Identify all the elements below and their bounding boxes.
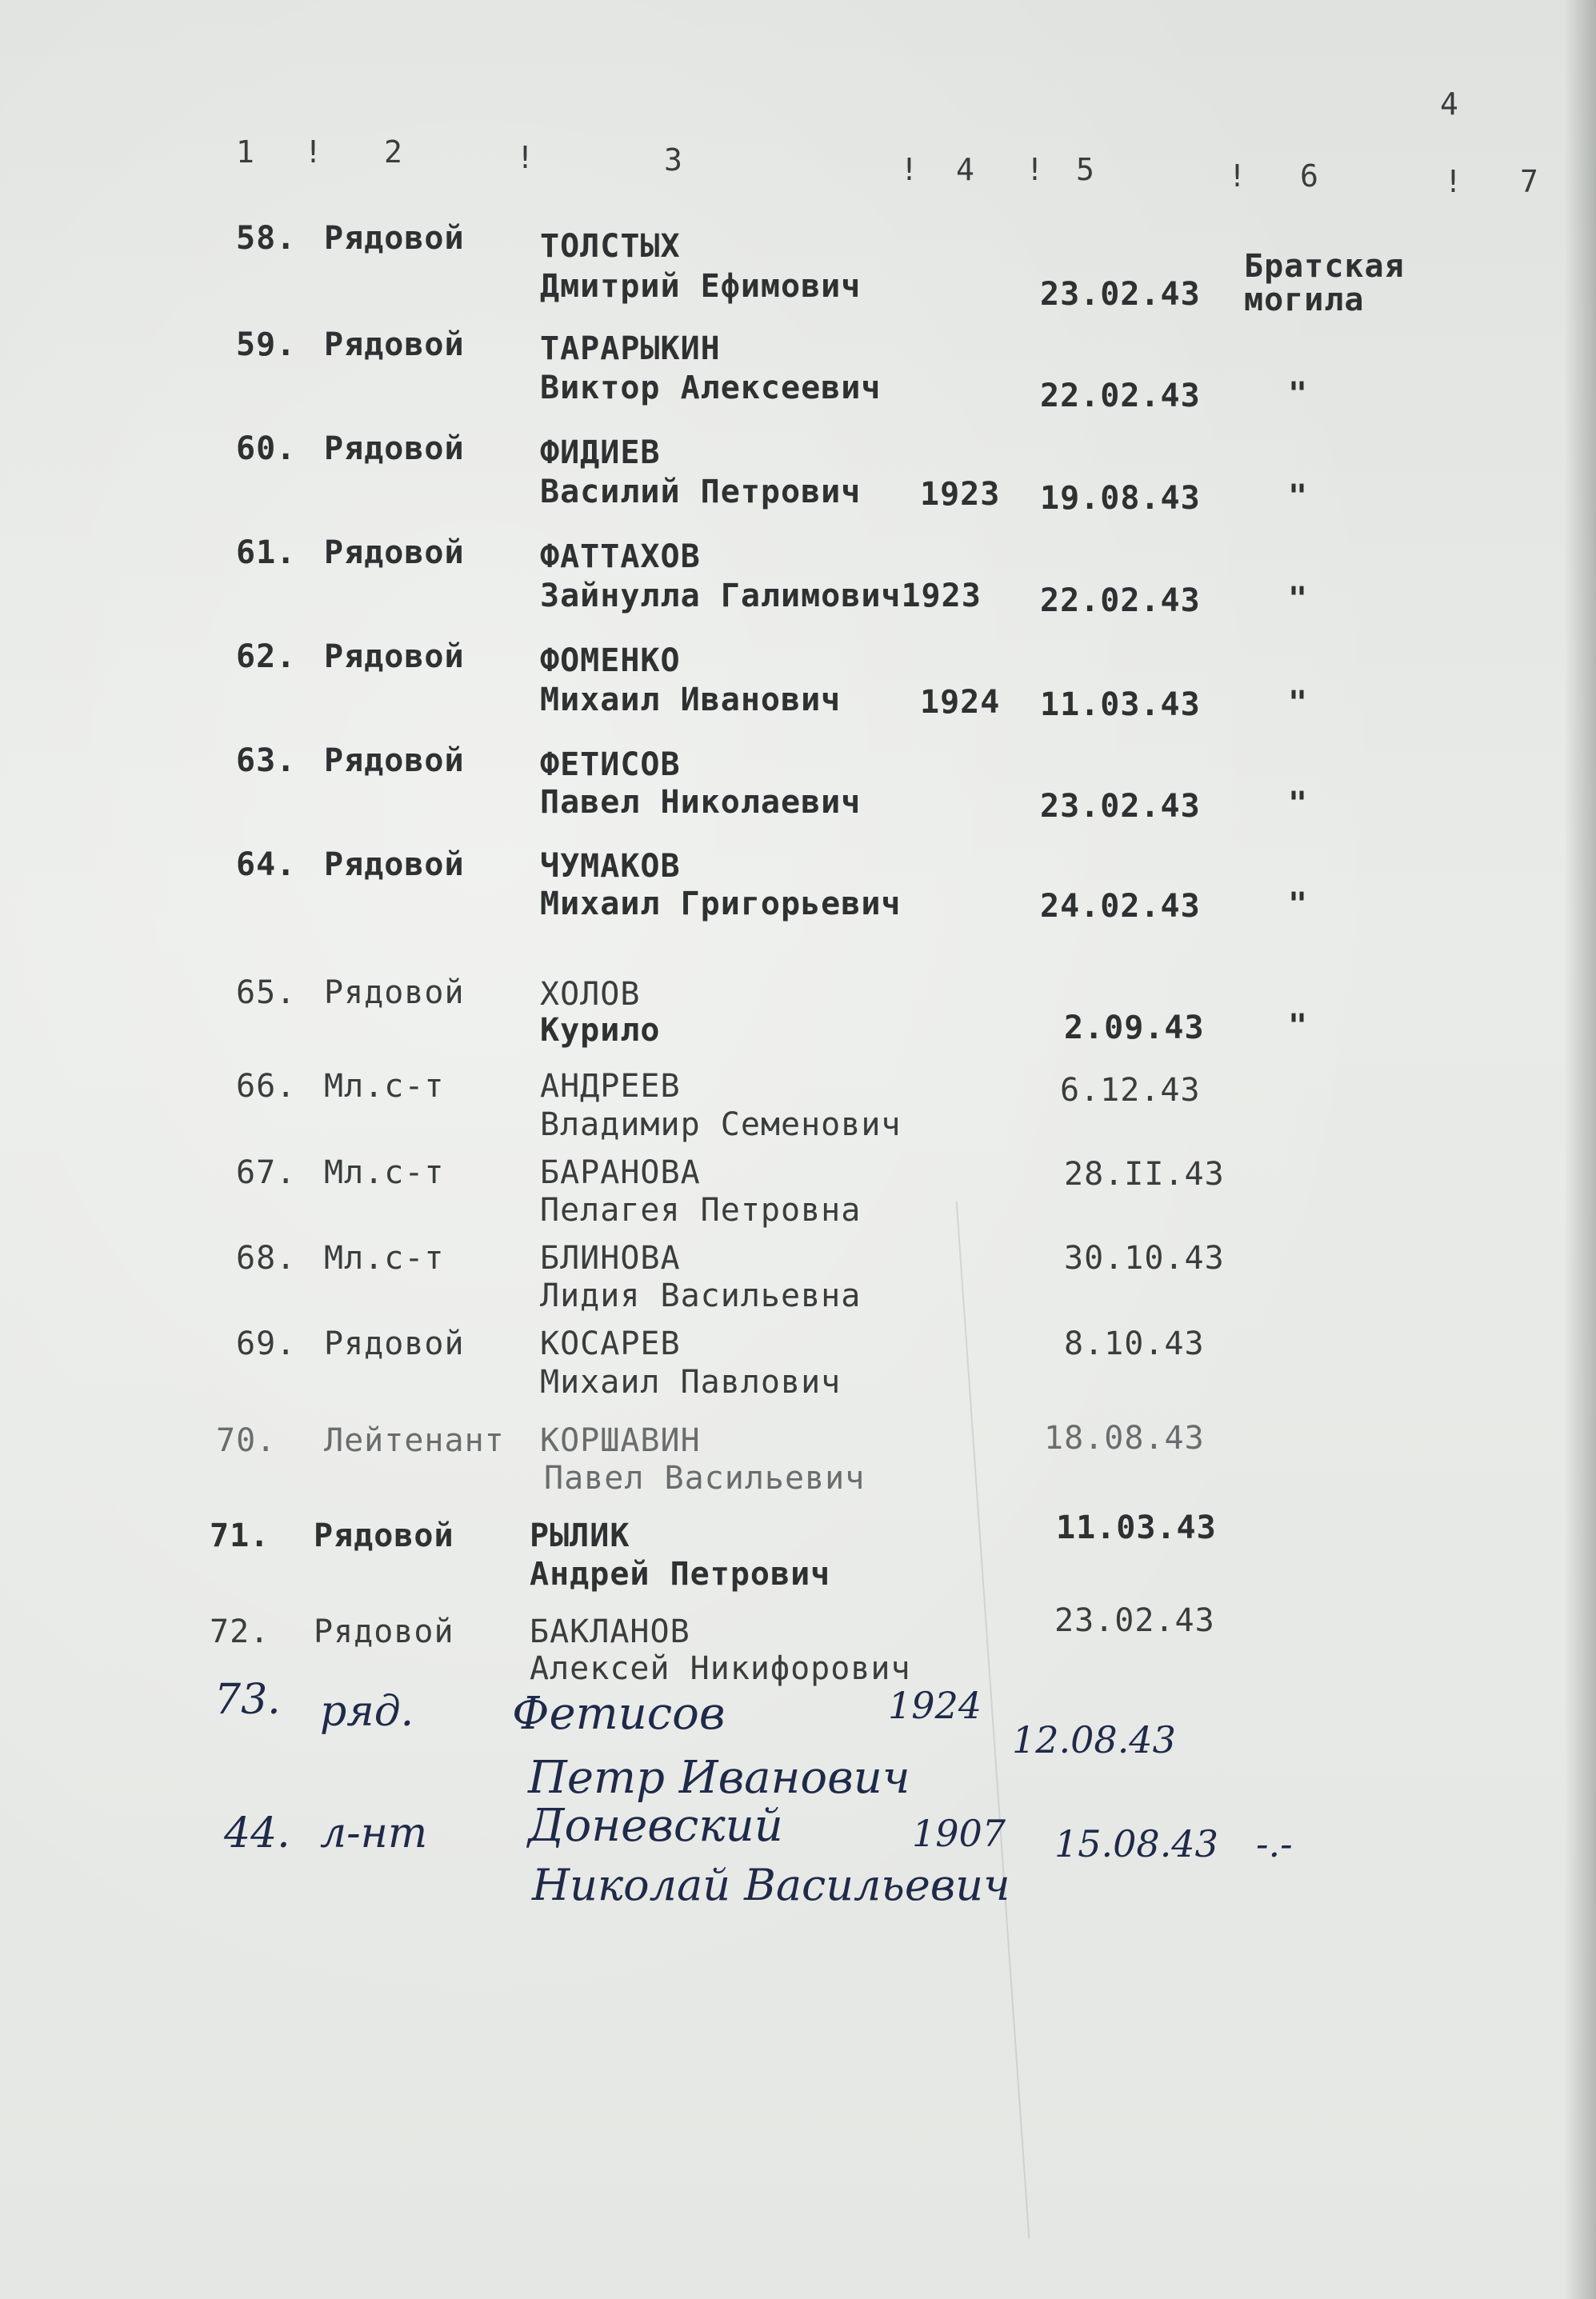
row-number: 64. [236, 846, 297, 883]
row-number: 72. [210, 1613, 270, 1650]
burial-place-line2: могила [1244, 282, 1365, 318]
row-number: 68. [236, 1240, 297, 1277]
death-date: 18.08.43 [1044, 1420, 1205, 1457]
rank: Мл.с-т [324, 1240, 445, 1277]
row-number: 58. [236, 220, 297, 257]
given-name: Николай Васильевич [532, 1860, 1010, 1910]
ditto-mark: " [1288, 376, 1309, 413]
ditto-mark: " [1288, 886, 1309, 923]
surname: ХОЛОВ [540, 976, 641, 1013]
death-date: 2.09.43 [1064, 1010, 1205, 1046]
death-date: 11.03.43 [1040, 686, 1201, 723]
row-number: 63. [236, 742, 297, 779]
column-header: 6 [1300, 158, 1318, 194]
death-date: 19.08.43 [1040, 480, 1201, 517]
given-name: Михаил Иванович [540, 682, 842, 718]
row-number: 66. [236, 1068, 297, 1105]
dash-mark: -.- [1256, 1822, 1293, 1865]
surname: АНДРЕЕВ [540, 1068, 681, 1105]
surname: Доневский [528, 1800, 783, 1852]
death-date: 11.03.43 [1056, 1509, 1217, 1546]
column-separator: ! [1228, 158, 1246, 194]
given-name: Зайнулла Галимович1923 [540, 578, 982, 614]
column-separator: ! [516, 140, 534, 175]
rank: ряд. [320, 1688, 414, 1736]
rank: Мл.с-т [324, 1068, 445, 1105]
death-date: 23.02.43 [1054, 1602, 1215, 1639]
surname: РЫЛИК [530, 1517, 630, 1554]
row-number: 59. [236, 326, 297, 363]
rank: Рядовой [314, 1613, 454, 1650]
row-number: 44. [224, 1809, 290, 1857]
row-number: 61. [236, 534, 297, 571]
given-name: Петр Иванович [528, 1752, 910, 1804]
rank: Рядовой [324, 534, 465, 571]
rank: Рядовой [324, 326, 465, 363]
death-date: 12.08.43 [1012, 1718, 1176, 1761]
paper-edge-shadow [1564, 0, 1596, 2299]
surname: ТОЛСТЫХ [540, 228, 681, 265]
given-name: Пелагея Петровна [540, 1192, 862, 1229]
surname: БАРАНОВА [540, 1154, 701, 1191]
page-number: 4 [1440, 86, 1458, 122]
surname: ТАРАРЫКИН [540, 330, 721, 367]
surname: БЛИНОВА [540, 1240, 681, 1277]
rank: Рядовой [314, 1517, 454, 1554]
death-date: 22.02.43 [1040, 582, 1201, 619]
rank: Мл.с-т [324, 1154, 445, 1191]
row-number: 67. [236, 1154, 297, 1191]
burial-place: Братская [1244, 248, 1405, 285]
given-name: Дмитрий Ефимович [540, 268, 862, 305]
given-name: Павел Васильевич [544, 1460, 866, 1497]
column-separator: ! [1444, 164, 1462, 199]
ditto-mark: " [1288, 478, 1309, 515]
given-name: Павел Николаевич [540, 784, 862, 821]
surname: ФЕТИСОВ [540, 746, 681, 783]
column-separator: ! [1026, 152, 1044, 187]
surname: ФОМЕНКО [540, 642, 681, 679]
column-header: 5 [1076, 152, 1094, 187]
column-header: 4 [956, 152, 974, 187]
ditto-mark: " [1288, 1008, 1309, 1045]
surname: КОСАРЕВ [540, 1325, 681, 1362]
death-date: 23.02.43 [1040, 276, 1201, 313]
ditto-mark: " [1288, 786, 1309, 822]
birth-year: 1907 [912, 1812, 1006, 1855]
birth-year: 1924 [920, 684, 1001, 721]
surname: КОРШАВИН [540, 1422, 701, 1459]
row-number: 62. [236, 638, 297, 675]
rank: Рядовой [324, 638, 465, 675]
death-date: 23.02.43 [1040, 788, 1201, 825]
row-number: 60. [236, 430, 297, 467]
birth-year: 1924 [888, 1684, 982, 1727]
surname: ЧУМАКОВ [540, 848, 681, 885]
row-number: 69. [236, 1325, 297, 1362]
row-number: 73. [214, 1676, 281, 1724]
death-date: 8.10.43 [1064, 1325, 1205, 1362]
given-name: Василий Петрович [540, 474, 862, 510]
death-date: 22.02.43 [1040, 378, 1201, 414]
rank: Рядовой [324, 974, 465, 1011]
surname: Фетисов [512, 1688, 726, 1740]
rank: л-нт [320, 1809, 428, 1857]
ditto-mark: " [1288, 581, 1309, 618]
rank: Рядовой [324, 846, 465, 883]
death-date: 24.02.43 [1040, 888, 1201, 925]
rank: Рядовой [324, 1325, 465, 1362]
rank: Рядовой [324, 742, 465, 779]
birth-year: 1923 [920, 476, 1001, 513]
death-date: 30.10.43 [1064, 1240, 1225, 1277]
given-name: Виктор Алексеевич [540, 370, 882, 406]
column-header: 3 [664, 142, 682, 178]
column-header: 7 [1520, 164, 1538, 199]
surname: ФИДИЕВ [540, 434, 661, 471]
column-separator: ! [304, 134, 322, 170]
given-name: Михаил Павлович [540, 1364, 842, 1401]
ditto-mark: " [1288, 685, 1309, 722]
given-name: Лидия Васильевна [540, 1277, 862, 1314]
row-number: 70. [216, 1422, 277, 1459]
row-number: 71. [210, 1517, 270, 1554]
column-header: 2 [384, 134, 402, 170]
death-date: 6.12.43 [1060, 1072, 1201, 1109]
rank: Рядовой [324, 430, 465, 467]
column-separator: ! [900, 152, 918, 187]
surname: ФАТТАХОВ [540, 538, 701, 575]
surname: БАКЛАНОВ [530, 1613, 690, 1650]
column-header: 1 [236, 134, 254, 170]
given-name: Курило [540, 1012, 661, 1049]
given-name: Михаил Григорьевич [540, 886, 902, 922]
given-name: Владимир Семенович [540, 1106, 902, 1143]
row-number: 65. [236, 974, 297, 1011]
given-name: Андрей Петрович [530, 1556, 831, 1593]
rank: Рядовой [324, 220, 465, 257]
death-date: 28.II.43 [1064, 1156, 1225, 1193]
rank: Лейтенант [324, 1422, 505, 1459]
given-name: Алексей Никифорович [530, 1650, 911, 1687]
death-date: 15.08.43 [1054, 1822, 1218, 1865]
